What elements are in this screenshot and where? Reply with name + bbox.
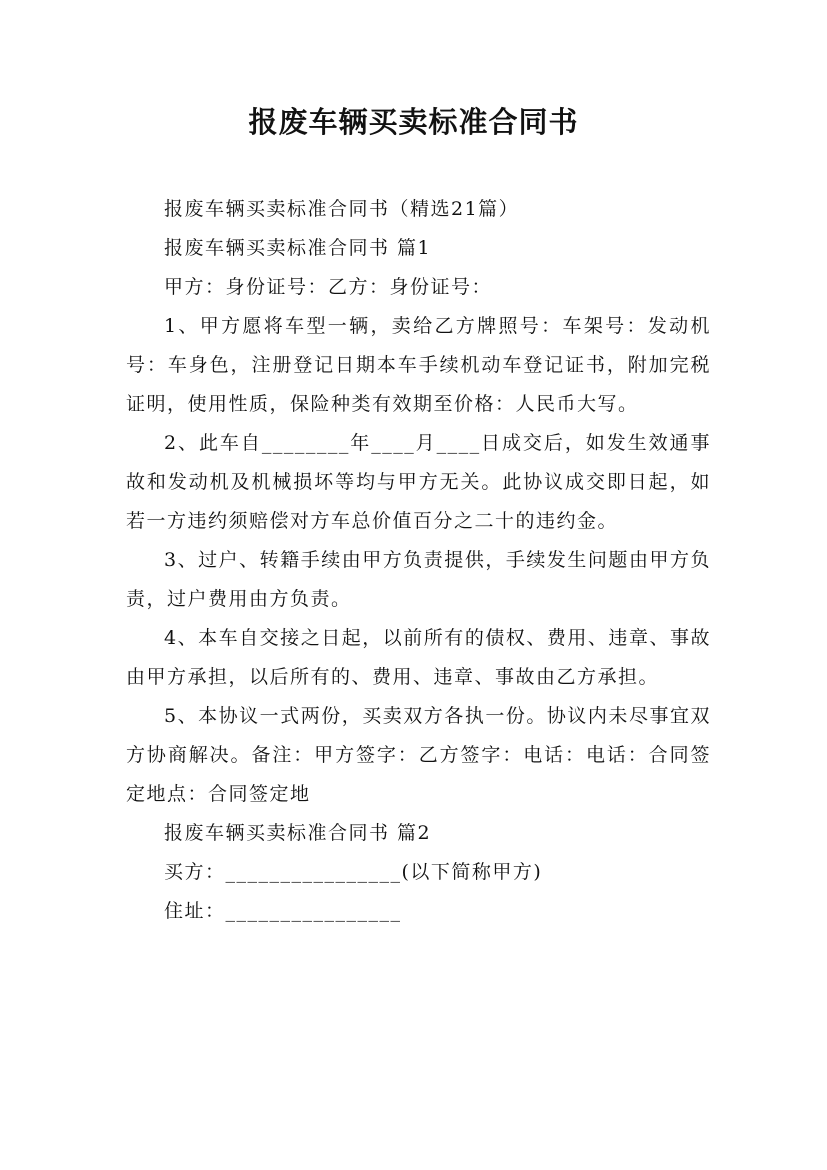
clause-1: 1、甲方愿将车型一辆，卖给乙方牌照号：车架号：发动机号：车身色，注册登记日期本车手续机动车登记证书，附加完税证明，使用性质，保险种类有效期至价格：人民币大写。: [126, 315, 711, 415]
document-body: [126, 190, 711, 931]
clause-2: 2、此车自________年____月____日成交后，如发生效通事故和发动机及机械损坏等均与甲方无关。此协议成交即日起，如若一方违约须赔偿对方车总价值百分之二十的违约金。: [126, 432, 711, 532]
party-line: 甲方：身份证号：乙方：身份证号：: [164, 276, 493, 298]
document-title: 报废车辆买卖标准合同书: [248, 105, 579, 139]
clause-4: 4、本车自交接之日起，以前所有的债权、费用、违章、事故由甲方承担，以后所有的、费用、违章、事故由乙方承担。: [126, 627, 711, 688]
section-heading: 报废车辆买卖标准合同书 篇1: [164, 237, 432, 259]
buyer-line: 买方：________________(以下简称甲方): [164, 861, 543, 883]
section-heading: 报废车辆买卖标准合同书 篇2: [164, 822, 432, 844]
address-line: 住址：________________: [164, 900, 402, 922]
clause-5: 5、本协议一式两份，买卖双方各执一份。协议内未尽事宜双方协商解决。备注：甲方签字：乙方签字：电话：电话：合同签定地点：合同签定地: [126, 705, 711, 805]
clause-3: 3、过户、转籍手续由甲方负责提供，手续发生问题由甲方负责，过户费用由方负责。: [126, 549, 711, 610]
collection-heading: 报废车辆买卖标准合同书（精选21篇）: [164, 198, 520, 220]
